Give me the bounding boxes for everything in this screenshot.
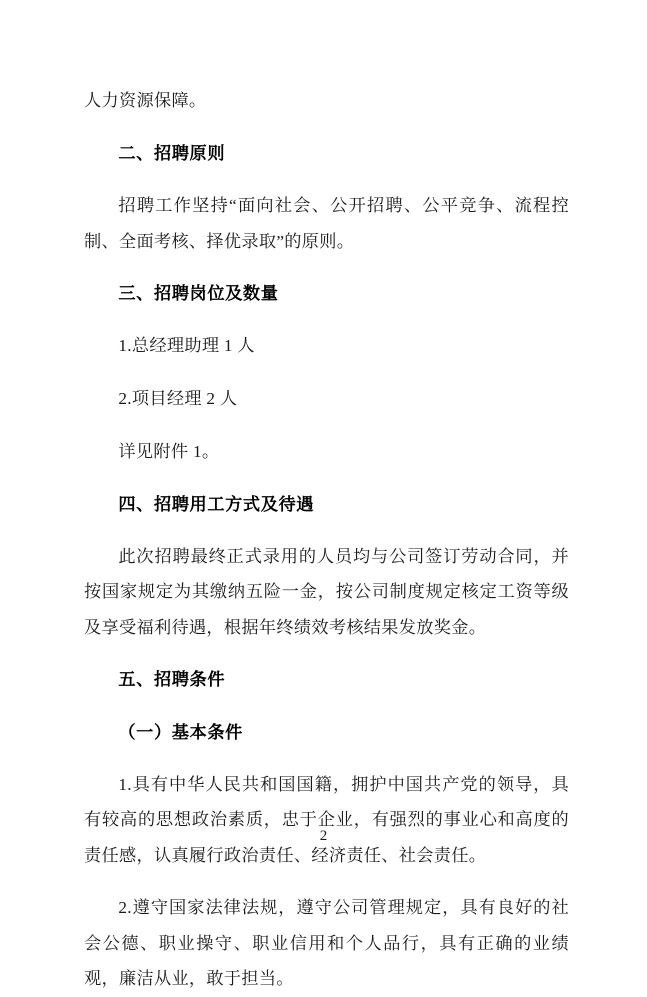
subsection-heading-basic-conditions: （一）基本条件: [118, 722, 243, 742]
list-item-condition-1: 1.具有中华人民共和国国籍，拥护中国共产党的领导，具有较高的思想政治素质，忠于企业，有强烈的事业心和高度的责任感，认真履行政治责任、经济责任、社会责任。: [84, 774, 569, 865]
paragraph-continuation: 人力资源保障。: [84, 91, 207, 111]
paragraph-attachment-note: 详见附件 1。: [118, 441, 220, 461]
list-item-position-2: 2.项目经理 2 人: [118, 389, 238, 409]
section-heading-2: 二、招聘原则: [118, 143, 226, 163]
paragraph-recruitment-principles: 招聘工作坚持“面向社会、公开招聘、公平竞争、流程控制、全面考核、择优录取”的原则。: [84, 196, 569, 251]
section-heading-5: 五、招聘条件: [118, 670, 226, 690]
list-item-position-1: 1.总经理助理 1 人: [118, 336, 255, 356]
page-number: 2: [319, 828, 328, 844]
list-item-condition-2: 2.遵守国家法律法规，遵守公司管理规定，具有良好的社会公德、职业操守、职业信用和个人品行，具有正确的业绩观，廉洁从业，敢于担当。: [84, 898, 569, 989]
paragraph-employment-terms: 此次招聘最终正式录用的人员均与公司签订劳动合同，并按国家规定为其缴纳五险一金，按公司制度规定核定工资等级及享受福利待遇，根据年终绩效考核结果发放奖金。: [84, 546, 569, 637]
section-heading-4: 四、招聘用工方式及待遇: [118, 494, 315, 514]
section-heading-3: 三、招聘岗位及数量: [118, 284, 279, 304]
